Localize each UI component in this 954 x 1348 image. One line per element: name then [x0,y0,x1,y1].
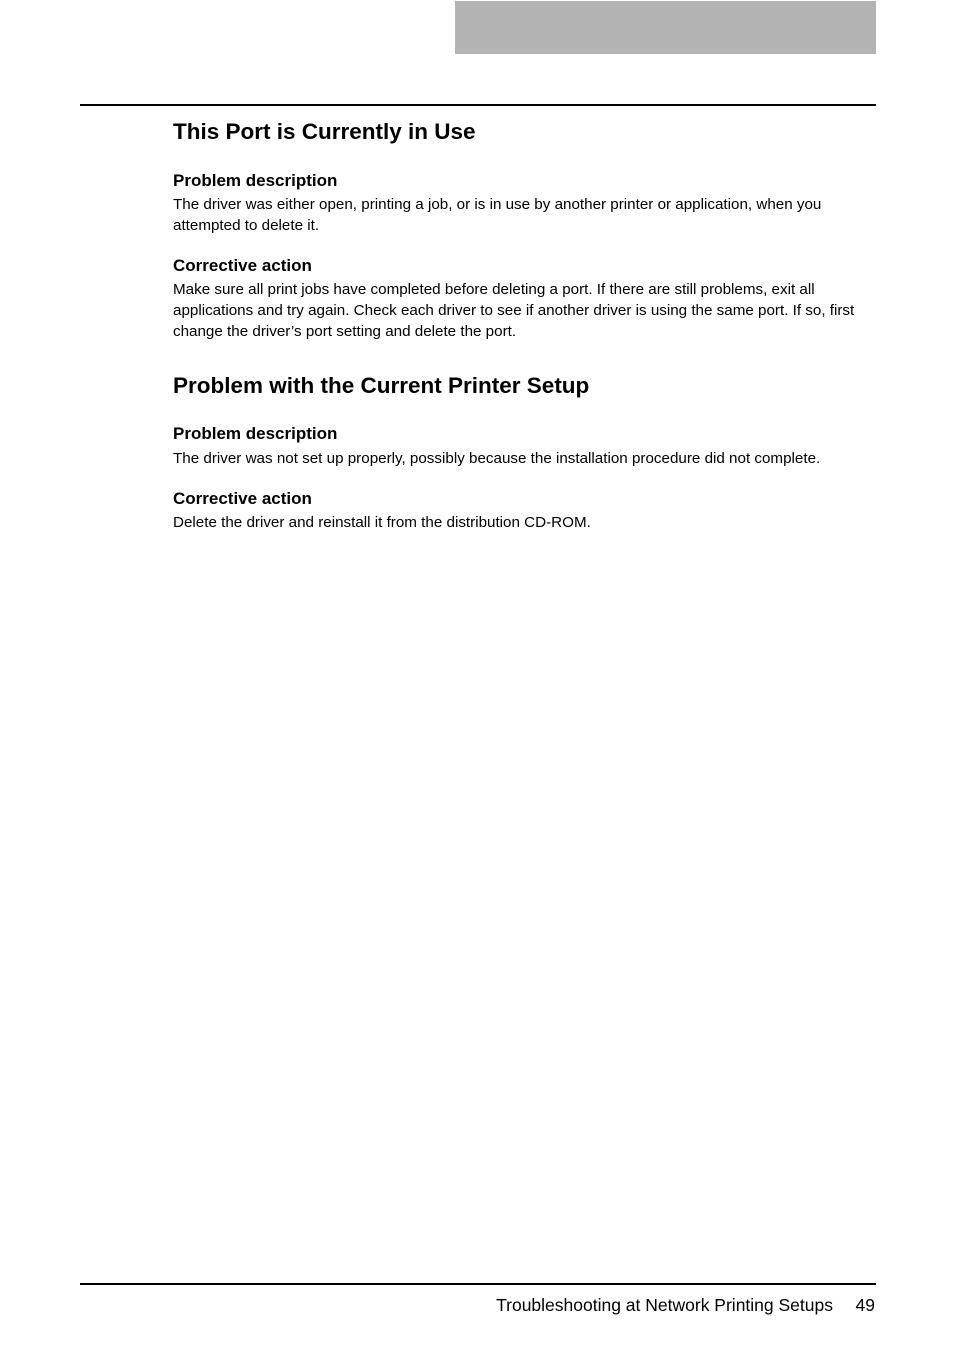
section-2-problem-label: Problem description [173,424,338,443]
section-1-title: This Port is Currently in Use [173,119,476,144]
section-2-title: Problem with the Current Printer Setup [173,373,590,398]
section-2-action-label: Corrective action [173,489,312,508]
section-1-action-text: Make sure all print jobs have completed before deleting a port. If there are still problems, exit all applications and try again. Check each driver to see if another driver is using the same port. If so, first change the driver’s port setting and delete the port. [173,281,855,340]
section-1-action-label: Corrective action [173,256,312,275]
footer-title: Troubleshooting at Network Printing Setups [496,1295,833,1315]
section-2-problem-text: The driver was not set up properly, possibly because the installation procedure did not complete. [173,450,821,467]
section-2-action-text: Delete the driver and reinstall it from the distribution CD-ROM. [173,514,591,531]
header-band [455,1,876,54]
top-rule [80,104,876,106]
section-1-problem-label: Problem description [173,171,338,190]
footer-rule [80,1283,876,1285]
section-1-problem-text: The driver was either open, printing a job, or is in use by another printer or application, when you attempted to delete it. [173,196,822,234]
page-number: 49 [855,1295,875,1315]
